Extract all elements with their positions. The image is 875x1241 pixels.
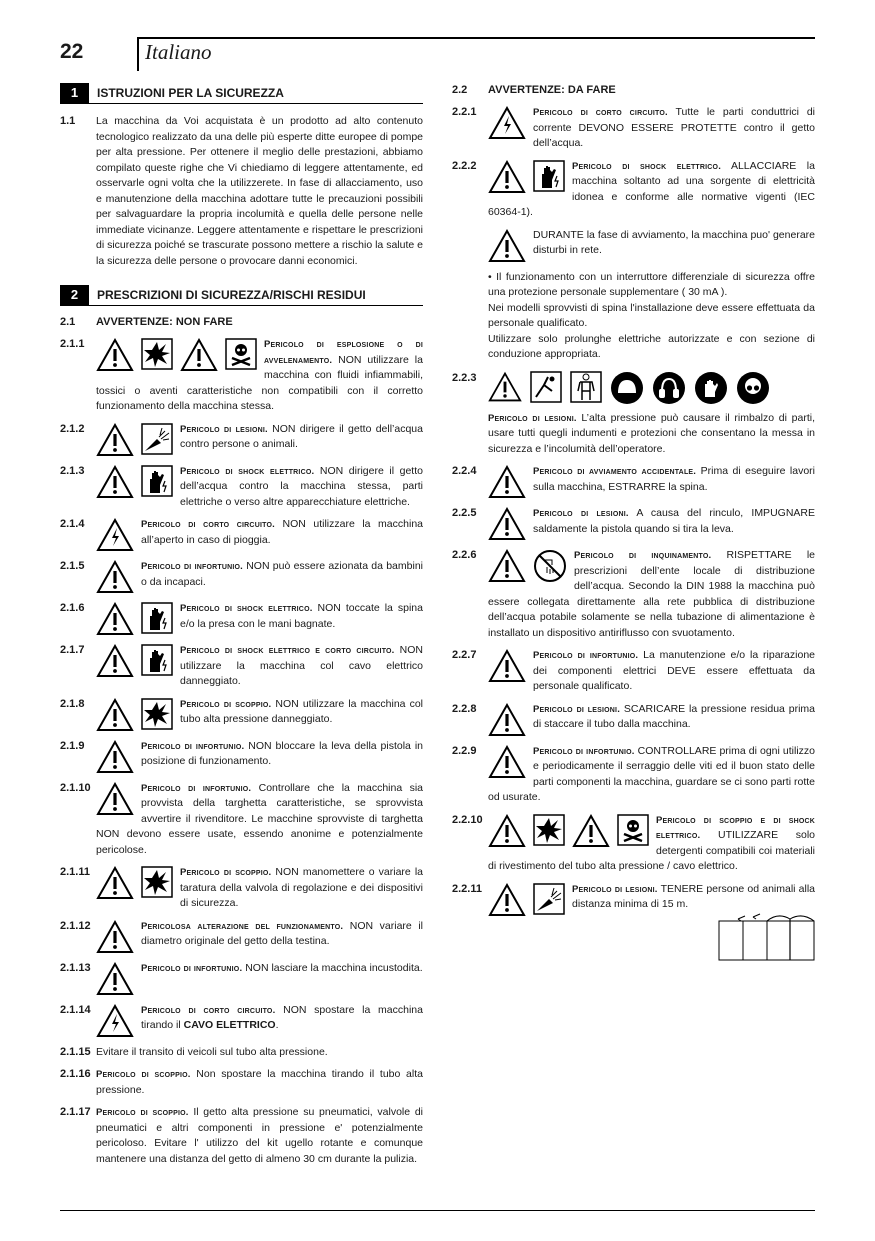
item-2-1-12 xyxy=(60,919,423,954)
item-number: 2.1.17 xyxy=(60,1106,91,1118)
item-text: NON utilizzare la macchina col tubo alta pressione danneggiato. xyxy=(180,697,424,725)
item-number: 2.2.5 xyxy=(452,507,477,519)
hazard-label: Pericolo di infortunio. xyxy=(533,745,635,757)
item-number: 2.1.5 xyxy=(60,560,85,572)
hazard-label: Pericolo di corto circuito. xyxy=(141,1004,276,1016)
item-text: NON toccate la spina e/o la presa con le mani bagnate. xyxy=(180,602,423,630)
hazard-label: Pericolo di corto circuito. xyxy=(141,519,275,530)
item-number: 2.1.15 xyxy=(60,1045,91,1058)
section-number: 1 xyxy=(60,83,89,103)
item-text: NON dirigere il getto dell’acqua contro persone o animali. xyxy=(180,422,423,450)
item-2-2-1 xyxy=(452,105,815,152)
right-column xyxy=(452,80,815,924)
item-2-2-10 xyxy=(452,813,815,875)
hazard-label: Pericolo di lesioni. xyxy=(488,412,577,424)
icon-group xyxy=(96,739,134,774)
item-number: 2.1.12 xyxy=(60,919,91,932)
electric-hazard-icon xyxy=(96,1004,134,1038)
icon-group xyxy=(488,813,649,848)
electric-hazard-icon xyxy=(488,106,526,140)
item-number: 2.1.14 xyxy=(60,1003,91,1016)
item-text: La manutenzione e/o la riparazione dei componenti elettrici DEVE essere effettuata da personale qualificato. xyxy=(533,649,815,692)
icon-group xyxy=(96,697,173,732)
item-text: CONTROLLARE prima di ogni utilizzo e periodicamente il serraggio delle viti ed il buon stato delle parti componenti la macchina, guardare se ci sono parti rotte od usurate. xyxy=(488,744,815,803)
note-text: DURANTE la fase di avviamento, la macchina puo' generare disturbi in rete. xyxy=(533,228,815,256)
section-title: ISTRUZIONI PER LA SICUREZZA xyxy=(97,86,284,100)
icon-group xyxy=(96,961,134,996)
item-number: 2.2.10 xyxy=(452,813,483,826)
icon-group xyxy=(488,159,565,194)
item-number: 2.2.9 xyxy=(452,744,477,757)
warning-triangle-icon xyxy=(180,338,218,372)
hazard-label: Pericolo di infortunio. xyxy=(141,561,243,572)
hazard-label: Pericolo di shock elettrico. xyxy=(180,465,315,477)
item-text: NON lasciare la macchina incustodita. xyxy=(242,961,423,974)
helmet-icon xyxy=(610,371,644,405)
hazard-label: Pericolo di scoppio. xyxy=(180,698,272,710)
warning-triangle-icon xyxy=(96,465,134,499)
list-2-2-b xyxy=(452,464,815,917)
list-2-2-a xyxy=(452,105,815,221)
item-number: 2.1.3 xyxy=(60,464,85,477)
hazard-label: Pericolo di infortunio. xyxy=(141,740,245,752)
item-2-1-3 xyxy=(60,464,423,511)
item-text: A causa del rinculo, IMPUGNARE saldamente la pistola quando si tira la leva. xyxy=(533,507,815,535)
header-divider xyxy=(137,37,139,71)
hazard-label: Pericolo di infortunio. xyxy=(141,962,243,974)
subsection-number: 2.2 xyxy=(452,84,468,96)
warning-triangle-icon xyxy=(488,703,526,737)
subsection-title: AVVERTENZE: NON FARE xyxy=(96,316,233,328)
warning-triangle-icon xyxy=(488,883,526,917)
warning-triangle-icon xyxy=(96,560,134,594)
extension-note: Utilizzare solo prolunghe elettriche autorizzate e con sezione di conduzione appropriata. xyxy=(488,332,815,360)
item-2-1-10 xyxy=(60,781,423,859)
warning-triangle-icon xyxy=(488,465,526,499)
hazard-label: Pericolo di avviamento accidentale. xyxy=(533,466,697,477)
warning-triangle-icon xyxy=(488,507,526,541)
explosion-icon xyxy=(141,866,173,898)
warning-triangle-icon xyxy=(488,160,526,194)
item-number: 2.1.6 xyxy=(60,602,85,614)
item-text: Il getto alta pressione su pneumatici, valvole di pneumatici e altri componenti in pressione e' potenzialmente pericoloso. Evitare l' utilizzo del kit ugello rotante e comunque mantenere una distanza del getto di almeno 30 cm durante la pulizia. xyxy=(96,1106,423,1165)
backflow-prohibited-icon xyxy=(533,549,567,583)
item-text: NON variare il diametro originale del getto della testina. xyxy=(141,919,423,947)
item-text: NON manomettere o variare la taratura della valvola di regolazione e dei dispositivi di sicurezza. xyxy=(180,866,424,909)
rebound-hazard-icon xyxy=(530,371,562,403)
warning-triangle-icon xyxy=(96,866,134,900)
section-1-heading xyxy=(60,83,423,104)
explosion-icon xyxy=(141,338,173,370)
open-manual-icon xyxy=(718,910,816,962)
item-2-1-15 xyxy=(60,1045,423,1061)
warning-triangle-icon xyxy=(96,423,134,457)
hand-shock-icon xyxy=(141,602,173,634)
page-number: 22 xyxy=(60,40,84,63)
icon-group xyxy=(96,422,173,457)
item-number: 2.1.10 xyxy=(60,781,91,794)
item-2-1-1 xyxy=(60,337,423,415)
hazard-label: Pericolo di corto circuito. xyxy=(533,107,668,118)
electric-hazard-icon xyxy=(96,518,134,552)
subsection-title: AVVERTENZE: DA FARE xyxy=(488,84,616,96)
item-2-2-6 xyxy=(452,548,815,641)
hazard-label: Pericolo di scoppio. xyxy=(96,1069,191,1080)
warning-triangle-icon xyxy=(96,338,134,372)
hand-shock-icon xyxy=(141,465,173,497)
item-number: 2.1.2 xyxy=(60,422,85,435)
item-text: NON dirigere il getto dell’acqua contro la macchina stessa, parti elettriche o verso altre apparecchiature elettriche. xyxy=(180,464,423,508)
item-body xyxy=(452,411,815,458)
item-text: NON bloccare la leva della pistola in posizione di funzionamento. xyxy=(141,739,423,767)
icon-group xyxy=(96,464,173,499)
hazard-label: Pericolo di scoppio. xyxy=(96,1107,189,1118)
item-2-1-9 xyxy=(60,739,423,774)
item-2-1-4 xyxy=(60,517,423,552)
warning-triangle-icon xyxy=(96,740,134,774)
item-2-2-2 xyxy=(452,159,815,221)
item-2-2-8 xyxy=(452,702,815,737)
plug-note: Nei modelli sprovvisti di spina l'installazione deve essere effettuata da personale qualificato. xyxy=(488,301,815,329)
header-rule xyxy=(137,37,815,39)
hazard-label: Pericolo di shock elettrico. xyxy=(572,160,722,172)
section-number: 2 xyxy=(60,285,89,305)
list-2-1-b xyxy=(60,1045,423,1168)
warning-triangle-icon xyxy=(488,814,526,848)
icon-group xyxy=(96,601,173,636)
left-column xyxy=(60,80,423,1174)
toxic-skull-icon xyxy=(617,814,649,846)
icon-group xyxy=(96,337,257,372)
icon-group xyxy=(488,506,526,541)
item-2-1-17 xyxy=(60,1105,423,1167)
item-number: 2.1.7 xyxy=(60,644,85,656)
item-number: 2.1.1 xyxy=(60,338,85,350)
rcd-note: • Il funzionamento con un interruttore differenziale di sicurezza offre una protezione personale supplementare ( 30 mA ). xyxy=(488,270,815,298)
item-number: 2.2.8 xyxy=(452,702,477,715)
item-2-2-4 xyxy=(452,464,815,499)
hazard-label: Pericolo di lesioni. xyxy=(533,703,621,715)
item-text: NON utilizzare la macchina all’aperto in caso di pioggia. xyxy=(141,518,423,546)
item-number: 2.1.16 xyxy=(60,1068,91,1080)
icon-group xyxy=(96,559,134,594)
subsection-2-2-heading xyxy=(452,84,815,96)
subsection-2-1-heading xyxy=(60,316,423,328)
footer-rule xyxy=(60,1210,815,1211)
item-number: 2.2.4 xyxy=(452,465,477,477)
warning-triangle-icon xyxy=(96,920,134,954)
item-number: 2.2.2 xyxy=(452,159,477,172)
language-label: Italiano xyxy=(145,40,212,64)
hazard-label: Pericolo di lesioni. xyxy=(533,508,629,519)
item-number: 2.2.1 xyxy=(452,106,477,118)
item-2-1-7 xyxy=(60,643,423,690)
item-2-2-3 xyxy=(452,371,815,458)
item-text: NON utilizzare la macchina con fluidi infiammabili, tossici o aventi caratteristiche non compatibili con il corretto funzionamento della macchina stessa. xyxy=(96,353,423,412)
item-2-1-2 xyxy=(60,422,423,457)
warning-triangle-icon xyxy=(488,229,526,263)
protective-suit-icon xyxy=(570,371,602,403)
item-text: L’alta pressione può causare il rimbalzo di parti, usare tutti quegli indumenti e protezioni che consentano la messa in sicurezza e l’incolumità dell’operatore. xyxy=(488,411,815,455)
ear-protection-icon xyxy=(652,371,686,405)
item-number: 2.1.4 xyxy=(60,518,85,530)
item-text: Prima di eseguire lavori sulla macchina, ESTRARRE la spina. xyxy=(533,465,816,493)
item-number: 2.1.9 xyxy=(60,739,85,752)
hazard-label: Pericolo di scoppio. xyxy=(180,867,272,878)
hand-shock-icon xyxy=(533,160,565,192)
item-2-1-16 xyxy=(60,1067,423,1098)
item-2-1-13 xyxy=(60,961,423,996)
warning-triangle-icon xyxy=(488,649,526,683)
gloves-icon xyxy=(694,371,728,405)
item-number: 2.2.6 xyxy=(452,549,477,561)
section-2-heading xyxy=(60,285,423,306)
icon-group xyxy=(488,702,526,737)
item-number: 2.1.8 xyxy=(60,697,85,710)
hazard-label: Pericolo di shock elettrico e corto circuito. xyxy=(180,645,395,656)
item-2-1-6 xyxy=(60,601,423,636)
item-2-1-5 xyxy=(60,559,423,594)
warning-triangle-icon xyxy=(96,962,134,996)
startup-note xyxy=(452,228,815,263)
hazard-label: Pericolo di inquinamento. xyxy=(574,550,712,561)
item-text: TENERE persone od animali alla distanza minima di 15 m. xyxy=(572,882,816,910)
item-2-1-11 xyxy=(60,865,423,912)
item-number: 2.2.3 xyxy=(452,371,477,384)
subsection-number: 2.1 xyxy=(60,316,76,328)
item-number: 2.2.7 xyxy=(452,649,477,661)
item-text: NON utilizzare la macchina col cavo elettrico danneggiato. xyxy=(180,644,424,687)
warning-triangle-icon xyxy=(488,745,526,779)
item-1-1 xyxy=(60,114,423,269)
hazard-label: Pericolo di esplosione o di avvelenamento. xyxy=(264,339,423,366)
hazard-label: Pericolo di lesioni. xyxy=(180,423,268,435)
item-text: ALLACCIARE la macchina soltanto ad una sorgente di elettricità idonea e conforme alle normative vigenti (IEC 60364-1). xyxy=(488,159,815,218)
item-text: Tutte le parti conduttrici di corrente DEVONO ESSERE PROTETTE contro il getto dell’acqua. xyxy=(533,106,815,149)
icon-group xyxy=(488,744,526,779)
icon-group xyxy=(96,517,134,552)
item-text: UTILIZZARE solo detergenti compatibili coi materiali di rivestimento del tubo alta pressione / cavo elettrico. xyxy=(488,829,815,872)
icon-group xyxy=(488,882,565,917)
item-2-2-9 xyxy=(452,744,815,806)
item-text: Controllare che la macchina sia provvista della targhetta caratteristiche, se sprovvista avvertire il rivenditore. Le macchine sprovviste di targhetta NON devono essere usate, essendo anonime e potenzialmente pericolose. xyxy=(96,781,424,856)
item-2-2-7 xyxy=(452,648,815,695)
item-text-tail: . xyxy=(275,1019,279,1031)
item-text: RISPETTARE le prescrizioni dell’ente locale di distribuzione dell’acqua. Secondo la DIN 1988 la macchina può essere collegata direttamente alla rete pubblica di distribuzione dell’acqua potabile solamente se nella tubazione di alimentazione è installato un dispositivo antiriflusso con svuotamento. xyxy=(488,549,815,639)
item-text: La macchina da Voi acquistata è un prodotto ad alto contenuto tecnologico realizzato da una delle più esperte ditte europee di pompe per alta pressione. Per ottenere il meglio delle prestazioni, abbiamo compilato queste righe che Vi chiediamo di leggere attentamente, ed osservarle ogni volta che la utilizzerete. In fase di allacciamento, uso e manutenzione della macchina adottare tutte le precauzioni possibili per salvaguardare la propria incolumità e quella delle persone nelle immediate vicinanze. Leggere attentamente e rispettare le prescrizioni di sicurezza poiché se trascurate possono mettere a rischio la salute e la sicurezza delle persone o provocare danni economici. xyxy=(96,115,423,267)
item-2-2-5 xyxy=(452,506,815,541)
warning-triangle-icon xyxy=(96,644,134,678)
hazard-label: Pericolo di infortunio. xyxy=(141,782,252,794)
icon-group xyxy=(488,464,526,499)
hazard-label: Pericolo di shock elettrico. xyxy=(180,603,313,614)
hazard-label: Pericolo di scoppio e di shock elettrico. xyxy=(656,814,815,841)
item-number: 2.2.11 xyxy=(452,882,482,895)
item-text: Non spostare la macchina tirando il tubo alta pressione. xyxy=(96,1068,423,1096)
explosion-icon xyxy=(533,814,565,846)
icon-group xyxy=(96,643,173,678)
item-text: NON può essere azionata da bambini o da incapaci. xyxy=(141,560,423,588)
item-text: Evitare il transito di veicoli sul tubo alta pressione. xyxy=(96,1045,328,1058)
warning-triangle-icon xyxy=(572,814,610,848)
warning-triangle-icon xyxy=(96,698,134,732)
item-2-1-14 xyxy=(60,1003,423,1038)
spray-person-icon xyxy=(533,883,565,915)
icon-group xyxy=(96,781,134,816)
section-title: PRESCRIZIONI DI SICUREZZA/RISCHI RESIDUI xyxy=(97,288,366,302)
hand-shock-icon xyxy=(141,644,173,676)
item-number: 2.1.11 xyxy=(60,866,90,878)
icon-group xyxy=(96,1003,134,1038)
icon-group xyxy=(488,228,526,263)
item-number: 2.1.13 xyxy=(60,961,91,974)
item-text: NON spostare la macchina tirando il xyxy=(141,1003,423,1031)
item-2-1-8 xyxy=(60,697,423,732)
warning-triangle-icon xyxy=(488,549,526,583)
toxic-skull-icon xyxy=(225,338,257,370)
explosion-icon xyxy=(141,698,173,730)
icon-group xyxy=(96,865,173,900)
icon-group xyxy=(488,548,567,583)
warning-triangle-icon xyxy=(96,782,134,816)
warning-triangle-icon xyxy=(96,602,134,636)
hazard-label: Pericolo di infortunio. xyxy=(533,650,639,661)
item-number: 1.1 xyxy=(60,115,76,127)
spray-person-icon xyxy=(141,423,173,455)
hazard-label: Pericolosa alterazione del funzionamento. xyxy=(141,920,344,932)
icon-group xyxy=(488,105,526,140)
hazard-label: Pericolo di lesioni. xyxy=(572,883,658,895)
ppe-icon-row xyxy=(488,371,815,405)
icon-group xyxy=(96,919,134,954)
list-2-1 xyxy=(60,337,423,1038)
warning-triangle-icon xyxy=(488,371,522,403)
icon-group xyxy=(488,648,526,683)
goggles-icon xyxy=(736,371,770,405)
item-text: SCARICARE la pressione residua prima di staccare il tubo dalla macchina. xyxy=(533,702,815,730)
item-emphasis: CAVO ELETTRICO xyxy=(183,1019,276,1031)
